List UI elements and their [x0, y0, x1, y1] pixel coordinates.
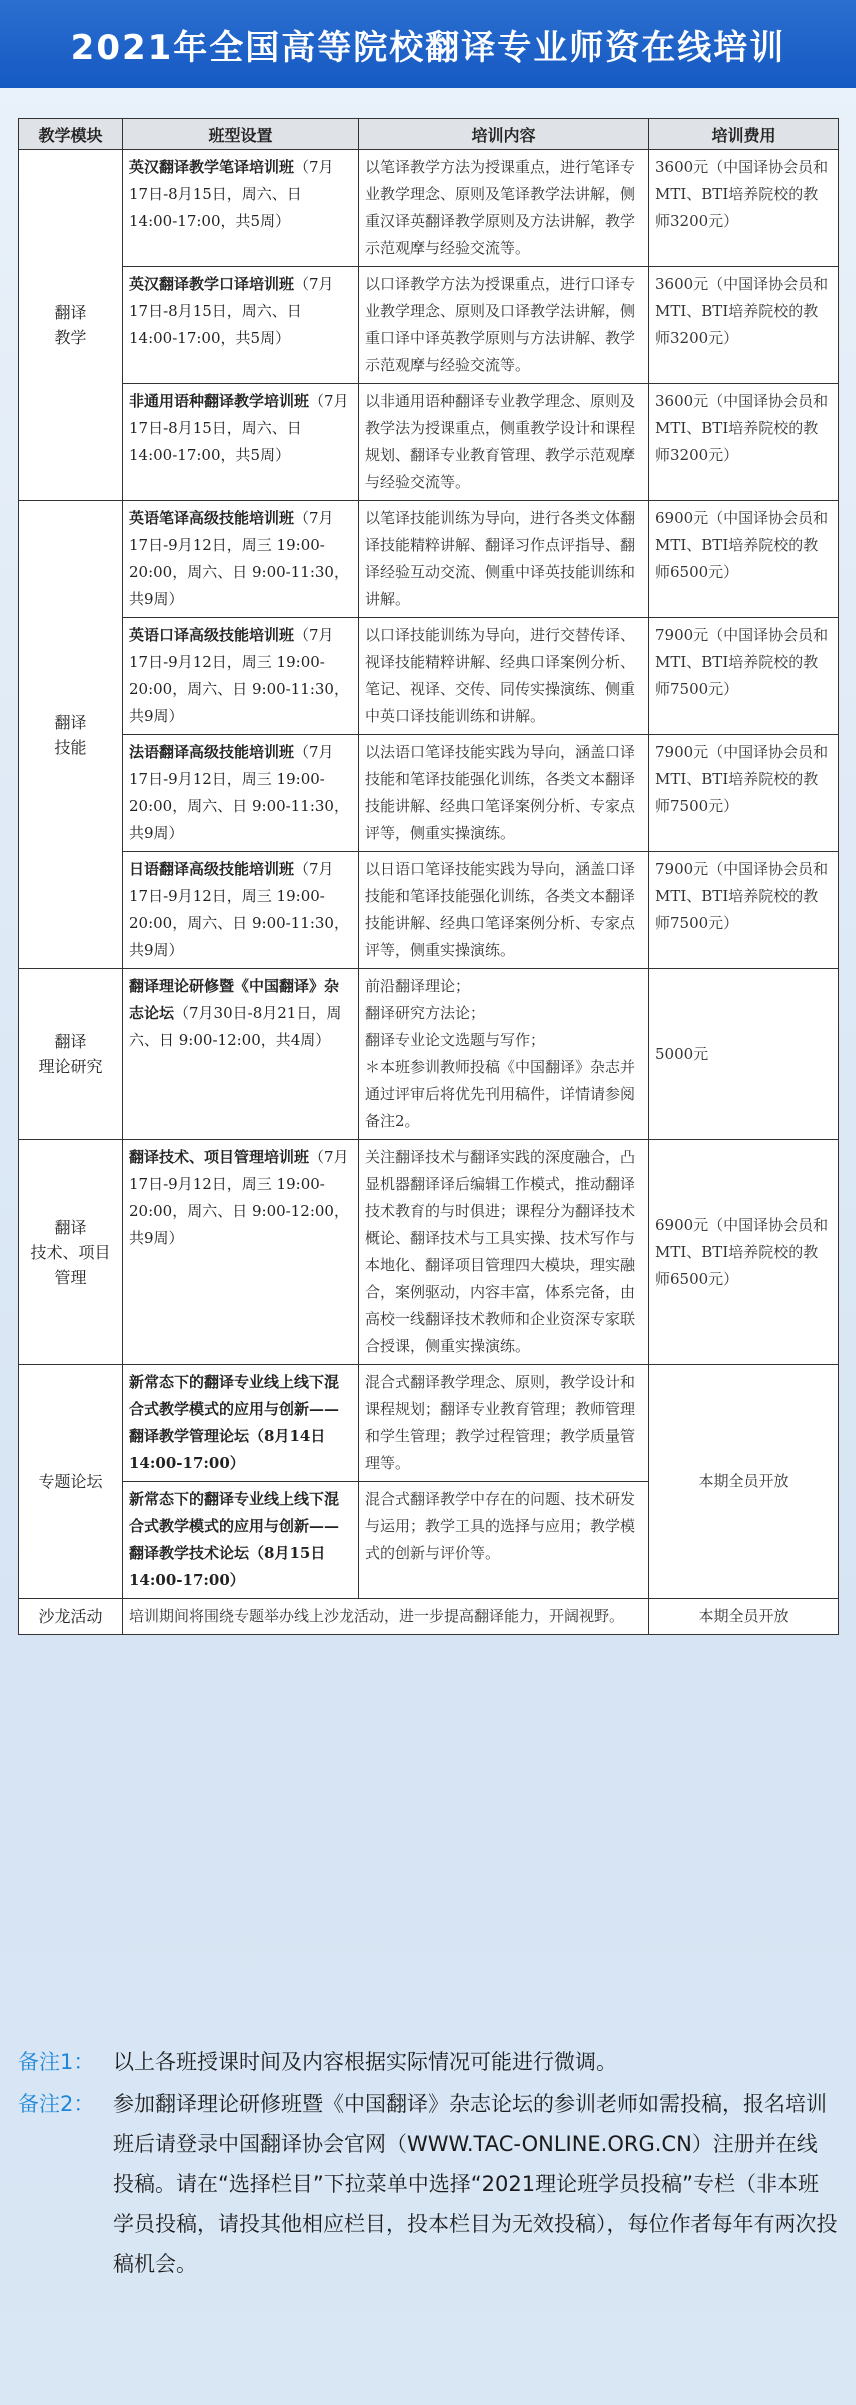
class-detail: （7月17日-8月15日，周六、日 14:00-17:00，共5周）	[129, 275, 334, 347]
fee-cell: 5000元	[649, 969, 839, 1140]
module-label: 专题论坛	[38, 1472, 103, 1491]
class-detail: （7月17日-9月12日，周三 19:00-20:00，周六、日 9:00-11:30，共9周）	[129, 626, 349, 725]
content-cell: 以法语口笔译技能实践为导向，涵盖口译技能和笔译技能强化训练，各类文本翻译技能讲解、经典口笔译案例分析、专家点评等，侧重实操演练。	[359, 735, 649, 852]
fee-cell: 6900元（中国译协会员和MTI、BTI培养院校的教师6500元）	[649, 501, 839, 618]
class-detail: （8月14日 14:00-17:00）	[129, 1427, 326, 1472]
table-row	[19, 1365, 839, 1482]
content-cell: 混合式翻译教学中存在的问题、技术研发与运用；教学工具的选择与应用；教学模式的创新与评价等。	[359, 1482, 649, 1599]
header-module: 教学模块	[19, 119, 123, 150]
fee-cell: 7900元（中国译协会员和MTI、BTI培养院校的教师7500元）	[649, 618, 839, 735]
note-item	[18, 2042, 838, 2082]
module-cell	[19, 1599, 123, 1635]
note-item	[18, 2084, 838, 2284]
table-row	[19, 150, 839, 267]
note-text: 参加翻译理论研修班暨《中国翻译》杂志论坛的参训老师如需投稿，报名培训班后请登录中国翻译协会官网（WWW.TAC-ONLINE.ORG.CN）注册并在线投稿。请在“选择栏目”下拉菜单中选择“2021理论班学员投稿”专栏（非本班学员投稿，请投其他相应栏目，投本栏目为无效投稿），每位作者每年有两次投稿机会。	[113, 2092, 838, 2276]
fee-cell: 本期全员开放	[649, 1599, 839, 1635]
note-label: 备注2：	[18, 2092, 95, 2116]
class-detail: （8月15日 14:00-17:00）	[129, 1544, 326, 1589]
fee-cell: 3600元（中国译协会员和MTI、BTI培养院校的教师3200元）	[649, 384, 839, 501]
table-row	[19, 1140, 839, 1365]
class-title: 法语翻译高级技能培训班	[129, 743, 295, 761]
content-cell: 关注翻译技术与翻译实践的深度融合，凸显机器翻译译后编辑工作模式，推动翻译技术教育的与时俱进；课程分为翻译技术概论、翻译技术与工具实操、技术写作与本地化、翻译项目管理四大模块，理实融合，案例驱动，内容丰富，体系完备，由高校一线翻译技术教师和企业资深专家联合授课，侧重实操演练。	[359, 1140, 649, 1365]
class-title: 非通用语种翻译教学培训班	[129, 392, 310, 410]
class-cell	[123, 969, 359, 1140]
module-label: 翻译 技术、项目 管理	[30, 1217, 111, 1287]
class-cell	[123, 852, 359, 969]
header-content: 培训内容	[359, 119, 649, 150]
class-detail: （7月17日-8月15日，周六、日 14:00-17:00，共5周）	[129, 392, 349, 464]
table-row	[19, 501, 839, 618]
class-detail: （7月17日-9月12日，周三 19:00-20:00，周六、日 9:00-12:00，共9周）	[129, 1148, 349, 1247]
class-cell	[123, 618, 359, 735]
table-row	[19, 618, 839, 735]
module-label: 翻译 教学	[54, 303, 87, 347]
fee-cell: 本期全员开放	[649, 1365, 839, 1599]
module-label: 翻译 理论研究	[38, 1032, 103, 1076]
class-cell	[123, 1140, 359, 1365]
table-row	[19, 969, 839, 1140]
note-label: 备注1：	[18, 2050, 95, 2074]
header-fee: 培训费用	[649, 119, 839, 150]
table-row	[19, 735, 839, 852]
fee-cell: 7900元（中国译协会员和MTI、BTI培养院校的教师7500元）	[649, 852, 839, 969]
class-cell	[123, 267, 359, 384]
content-cell: 以口译技能训练为导向，进行交替传译、视译技能精粹讲解、经典口译案例分析、笔记、视译、交传、同传实操演练、侧重中英口译技能训练和讲解。	[359, 618, 649, 735]
content-cell: 以非通用语种翻译专业教学理念、原则及教学法为授课重点，侧重教学设计和课程规划、翻译专业教育管理、教学示范观摩与经验交流等。	[359, 384, 649, 501]
title-banner	[0, 0, 856, 88]
class-title: 翻译技术、项目管理培训班	[129, 1148, 310, 1166]
training-table	[18, 118, 838, 1635]
class-cell	[123, 501, 359, 618]
module-cell	[19, 1140, 123, 1365]
content-cell: 以口译教学方法为授课重点，进行口译专业教学理念、原则及口译教学法讲解，侧重口译中译英教学原则与方法讲解、教学示范观摩与经验交流等。	[359, 267, 649, 384]
notes-section	[18, 2042, 838, 2286]
module-cell	[19, 1365, 123, 1599]
table-header-row	[19, 119, 839, 150]
content-cell: 混合式翻译教学理念、原则，教学设计和课程规划；翻译专业教育管理；教师管理和学生管理；教学过程管理；教学质量管理等。	[359, 1365, 649, 1482]
class-detail: （7月17日-9月12日，周三 19:00-20:00，周六、日 9:00-11:30，共9周）	[129, 860, 349, 959]
note-text: 以上各班授课时间及内容根据实际情况可能进行微调。	[113, 2050, 617, 2074]
class-detail: （7月17日-8月15日，周六、日 14:00-17:00，共5周）	[129, 158, 334, 230]
fee-cell: 3600元（中国译协会员和MTI、BTI培养院校的教师3200元）	[649, 150, 839, 267]
fee-cell: 7900元（中国译协会员和MTI、BTI培养院校的教师7500元）	[649, 735, 839, 852]
class-cell	[123, 150, 359, 267]
class-cell	[123, 384, 359, 501]
class-title: 英汉翻译教学笔译培训班	[129, 158, 295, 176]
class-title: 日语翻译高级技能培训班	[129, 860, 295, 878]
table-row	[19, 852, 839, 969]
class-detail: （7月17日-9月12日，周三 19:00-20:00，周六、日 9:00-11:30，共9周）	[129, 743, 349, 842]
class-cell	[123, 1365, 359, 1482]
class-detail: （7月17日-9月12日，周三 19:00-20:00，周六、日 9:00-11:30，共9周）	[129, 509, 349, 608]
content-cell: 以笔译技能训练为导向，进行各类文体翻译技能精粹讲解、翻译习作点评指导、翻译经验互动交流、侧重中译英技能训练和讲解。	[359, 501, 649, 618]
table-row	[19, 1599, 839, 1635]
page-title: 2021年全国高等院校翻译专业师资在线培训	[70, 27, 786, 68]
class-detail: （7月30日-8月21日，周六、日 9:00-12:00，共4周）	[129, 1004, 342, 1049]
content-cell: 以笔译教学方法为授课重点，进行笔译专业教学理念、原则及笔译教学法讲解，侧重汉译英翻译教学原则及方法讲解，教学示范观摩与经验交流等。	[359, 150, 649, 267]
fee-cell: 3600元（中国译协会员和MTI、BTI培养院校的教师3200元）	[649, 267, 839, 384]
class-title: 英汉翻译教学口译培训班	[129, 275, 295, 293]
content-cell: 以日语口笔译技能实践为导向，涵盖口译技能和笔译技能强化训练，各类文本翻译技能讲解、经典口笔译案例分析、专家点评等，侧重实操演练。	[359, 852, 649, 969]
module-cell	[19, 969, 123, 1140]
fee-cell: 6900元（中国译协会员和MTI、BTI培养院校的教师6500元）	[649, 1140, 839, 1365]
class-title: 英语口译高级技能培训班	[129, 626, 295, 644]
class-title: 新常态下的翻译专业线上线下混合式教学模式的应用与创新——翻译教学管理论坛	[129, 1373, 340, 1445]
header-class: 班型设置	[123, 119, 359, 150]
content-cell: 前沿翻译理论； 翻译研究方法论； 翻译专业论文选题与写作； ＊本班参训教师投稿《中国翻译》杂志并通过评审后将优先刊用稿件，详情请参阅备注2。	[359, 969, 649, 1140]
table-row	[19, 384, 839, 501]
class-cell	[123, 1482, 359, 1599]
module-label: 翻译 技能	[54, 712, 87, 757]
class-title: 新常态下的翻译专业线上线下混合式教学模式的应用与创新——翻译教学技术论坛	[129, 1490, 340, 1562]
module-label: 沙龙活动	[38, 1607, 103, 1626]
module-cell	[19, 150, 123, 501]
class-title: 英语笔译高级技能培训班	[129, 509, 295, 527]
class-title: 翻译理论研修暨《中国翻译》杂志论坛	[129, 977, 340, 1022]
salon-content-cell: 培训期间将围绕专题举办线上沙龙活动，进一步提高翻译能力，开阔视野。	[123, 1599, 649, 1635]
class-cell	[123, 735, 359, 852]
module-cell	[19, 501, 123, 969]
table-row	[19, 267, 839, 384]
